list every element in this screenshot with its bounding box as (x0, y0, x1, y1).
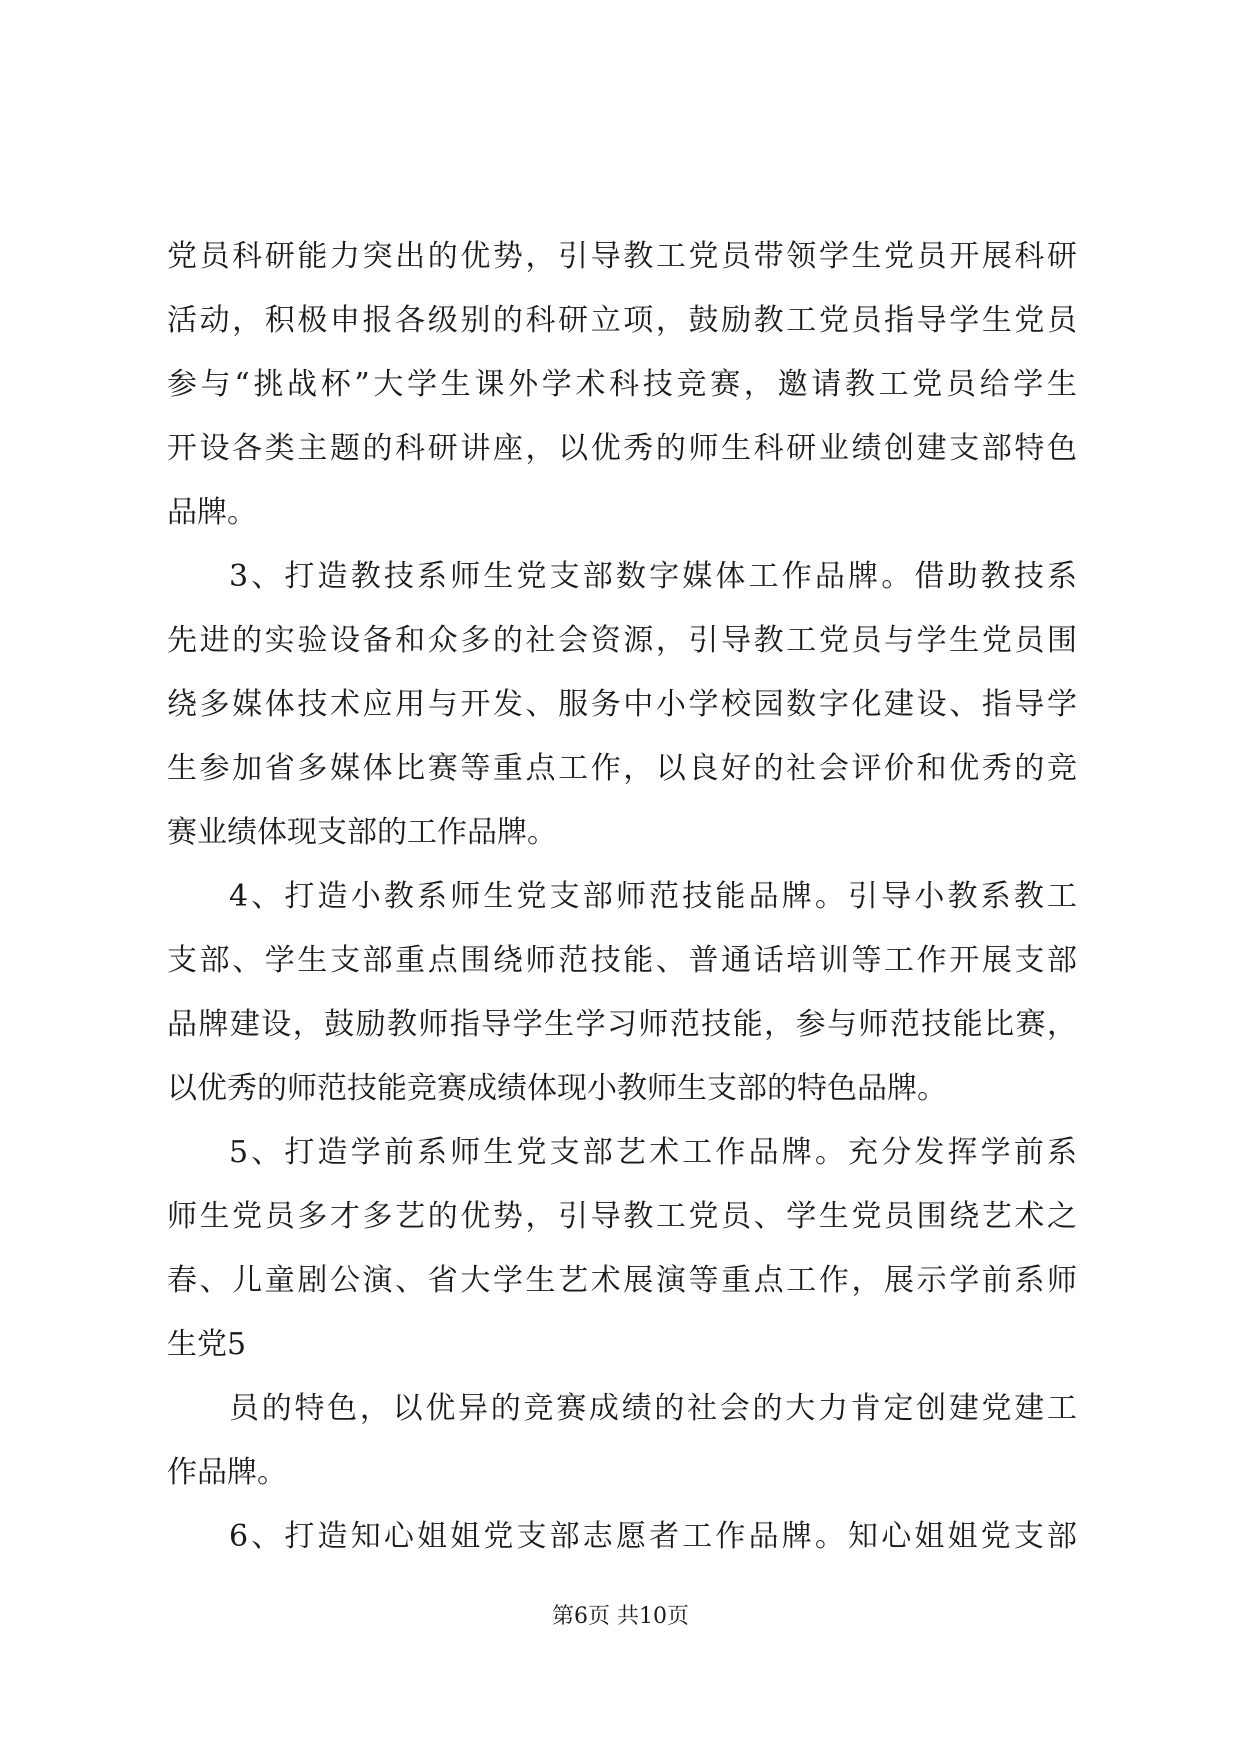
text-line: 生参加省多媒体比赛等重点工作，以良好的社会评价和优秀的竞 (167, 751, 1077, 786)
text-line: 6、打造知心姐姐党支部志愿者工作品牌。知心姐姐党支部 (229, 1519, 1077, 1554)
text-line: 3、打造教技系师生党支部数字媒体工作品牌。借助教技系 (229, 559, 1077, 594)
text-line: 生党5 (167, 1327, 247, 1362)
page-footer: 第6页 共10页 (552, 1604, 689, 1629)
text-line: 先进的实验设备和众多的社会资源，引导教工党员与学生党员围 (167, 623, 1077, 658)
text-line: 党员科研能力突出的优势，引导教工党员带领学生党员开展科研 (167, 239, 1077, 274)
text-line: 作品牌。 (167, 1455, 287, 1490)
text-line: 品牌。 (167, 495, 257, 530)
text-line: 赛业绩体现支部的工作品牌。 (167, 815, 557, 850)
text-line: 5、打造学前系师生党支部艺术工作品牌。充分发挥学前系 (229, 1135, 1077, 1170)
text-line: 品牌建设，鼓励教师指导学生学习师范技能，参与师范技能比赛， (167, 1007, 1077, 1042)
text-line: 师生党员多才多艺的优势，引导教工党员、学生党员围绕艺术之 (167, 1199, 1077, 1234)
text-line: 绕多媒体技术应用与开发、服务中小学校园数字化建设、指导学 (167, 687, 1077, 722)
text-line: 参与“挑战杯”大学生课外学术科技竞赛，邀请教工党员给学生 (167, 367, 1077, 402)
body-text (167, 225, 1077, 1569)
text-line: 支部、学生支部重点围绕师范技能、普通话培训等工作开展支部 (167, 943, 1077, 978)
text-line: 开设各类主题的科研讲座，以优秀的师生科研业绩创建支部特色 (167, 431, 1077, 466)
text-line: 活动，积极申报各级别的科研立项，鼓励教工党员指导学生党员 (167, 303, 1077, 338)
text-line: 员的特色，以优异的竞赛成绩的社会的大力肯定创建党建工 (229, 1391, 1077, 1426)
text-line: 春、儿童剧公演、省大学生艺术展演等重点工作，展示学前系师 (167, 1263, 1077, 1298)
text-line: 以优秀的师范技能竞赛成绩体现小教师生支部的特色品牌。 (167, 1071, 947, 1106)
text-line: 4、打造小教系师生党支部师范技能品牌。引导小教系教工 (229, 879, 1077, 914)
